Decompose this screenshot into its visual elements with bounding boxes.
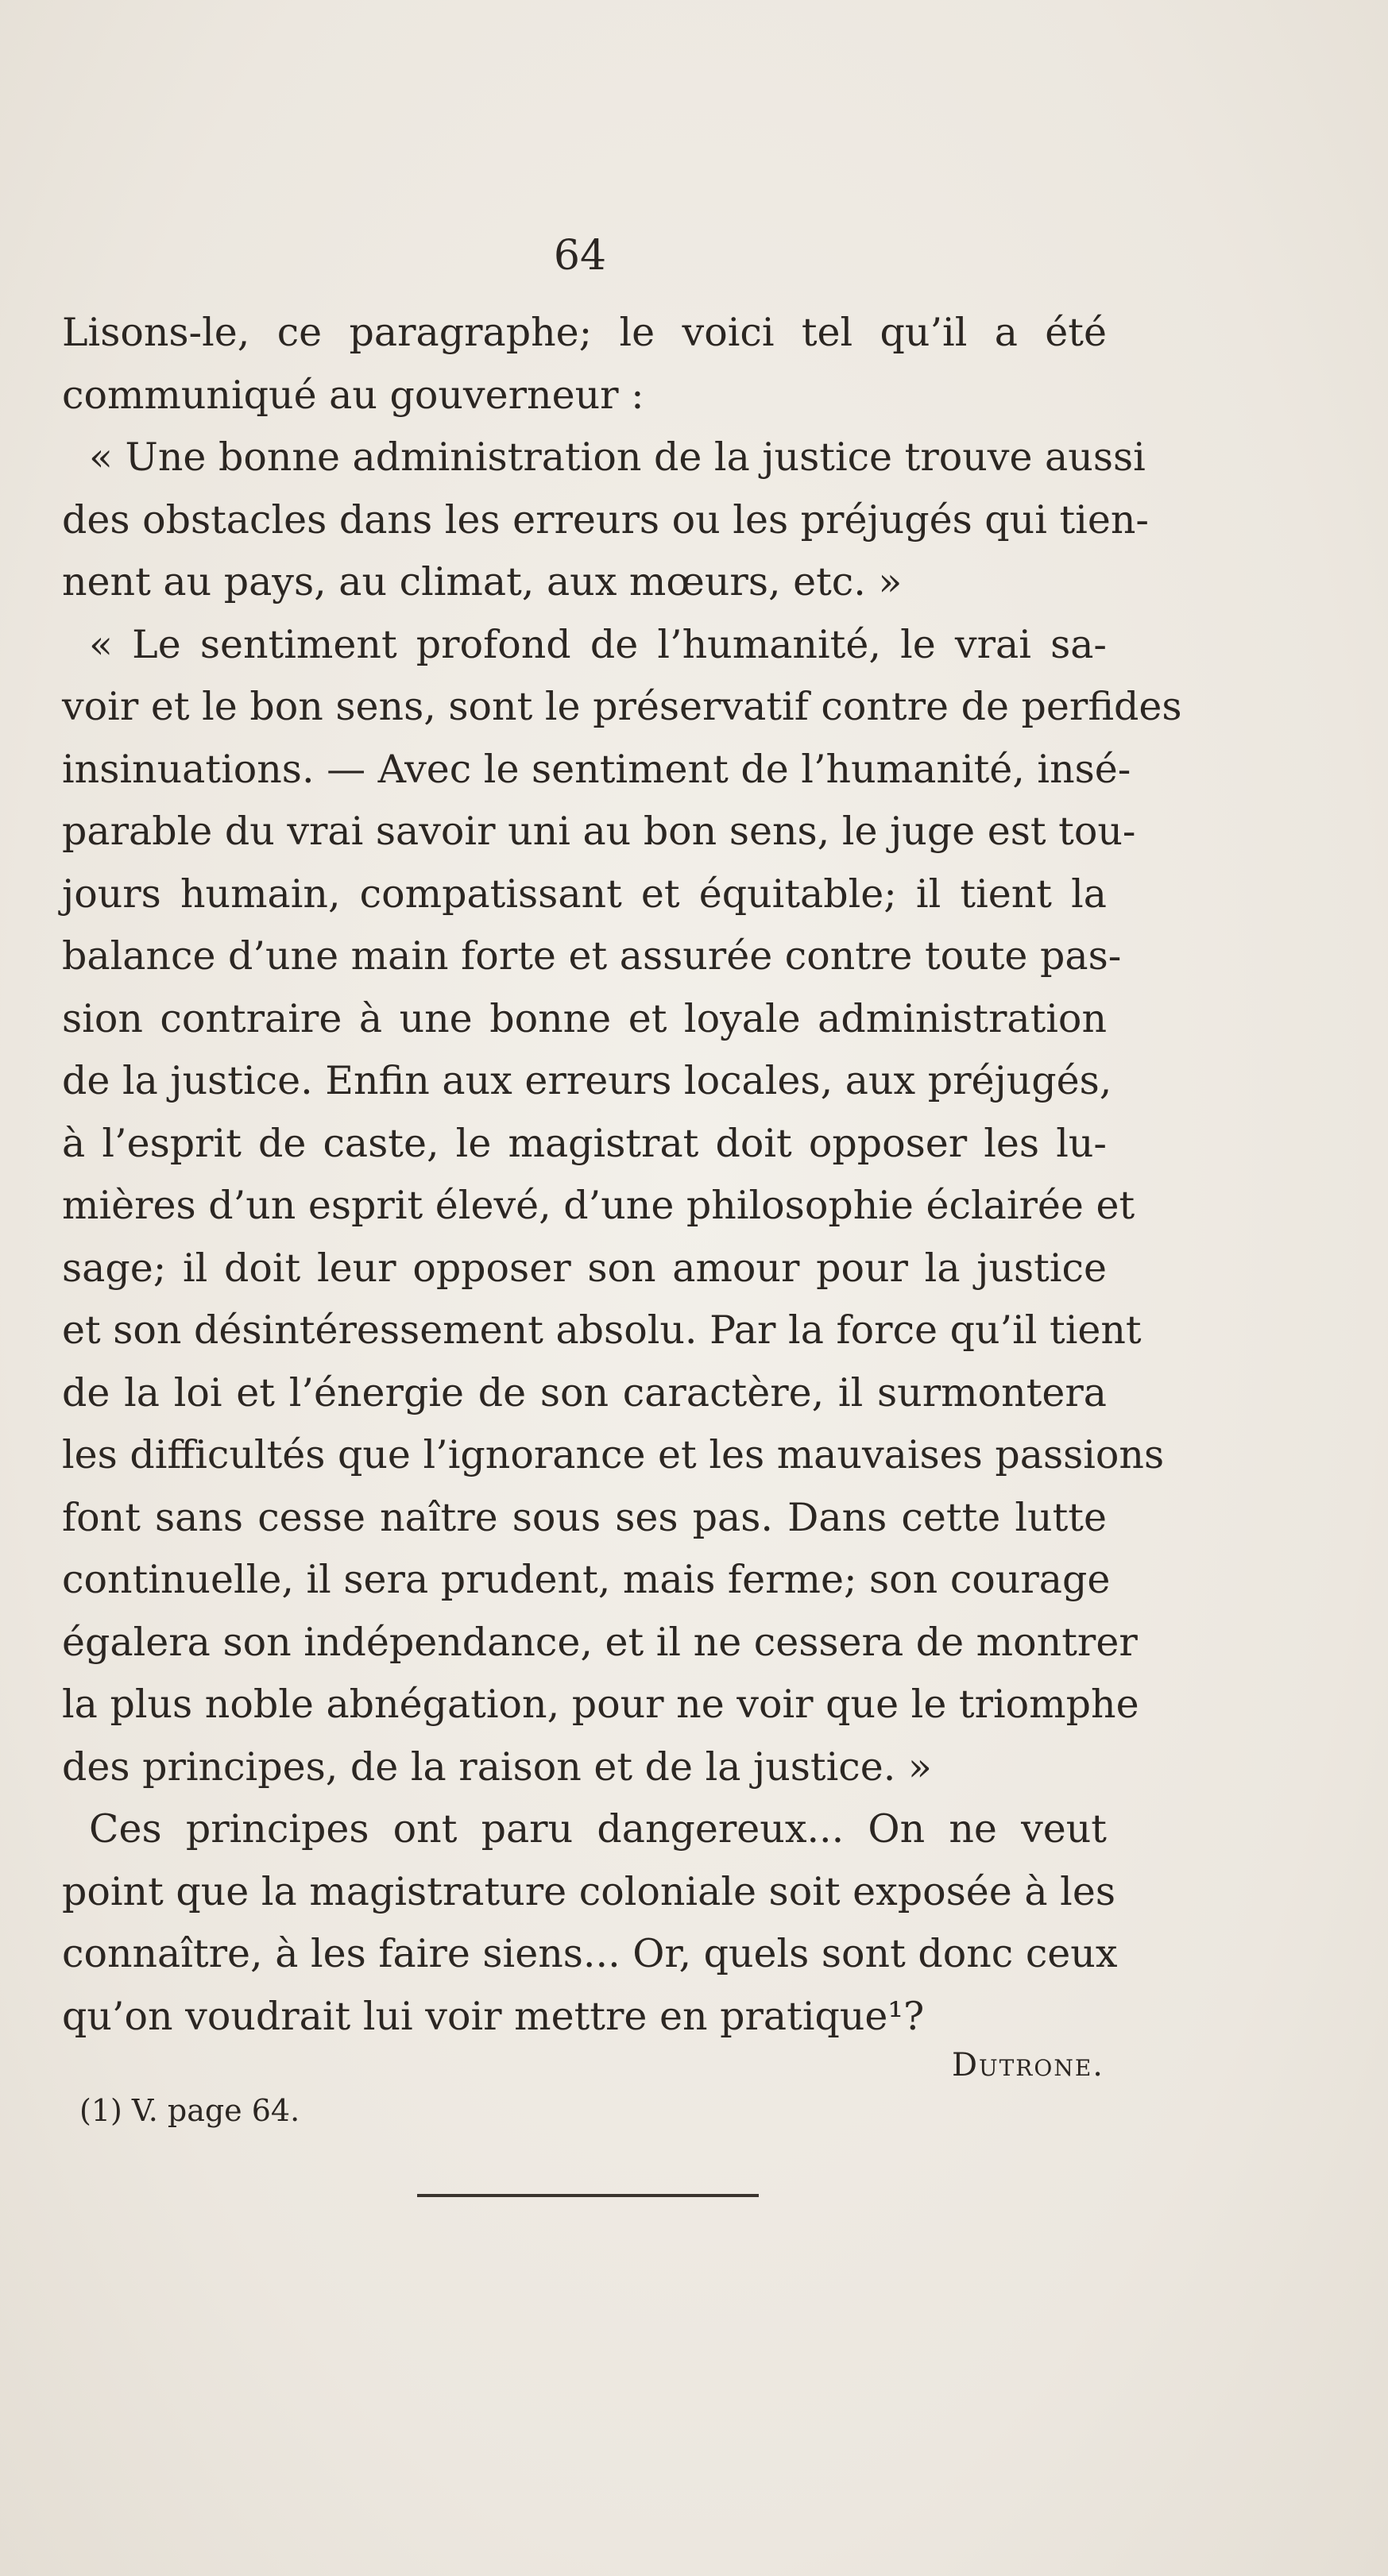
text-line: sage; il doit leur opposer son amour pour la justice [62, 1245, 1107, 1291]
text-line: « Une bonne administration de la justice trouve aussi [89, 434, 1146, 480]
text-line: la plus noble abnégation, pour ne voir que le triomphe [62, 1682, 1139, 1727]
text-line: nent au pays, au climat, aux mœurs, etc. » [62, 559, 903, 604]
text-line: connaître, à les faire siens... Or, quels sont donc ceux [62, 1931, 1118, 1976]
text-line: égalera son indépendance, et il ne cessera de montrer [62, 1619, 1138, 1665]
text-line: les difficultés que l’ignorance et les mauvaises passions [62, 1432, 1165, 1477]
text-line: de la loi et l’énergie de son caractère, il surmontera [62, 1369, 1107, 1415]
text-line: jours humain, compatissant et équitable; il tient la [62, 871, 1107, 917]
author-signature: Dutrone. [951, 2047, 1104, 2084]
text-line: des obstacles dans les erreurs ou les préjugés qui tien- [62, 496, 1149, 543]
text-line: Lisons-le, ce paragraphe; le voici tel qu’il a été [62, 310, 1107, 355]
text-line: communiqué au gouverneur : [62, 372, 644, 418]
text-line: « Le sentiment profond de l’humanité, le vrai sa- [89, 621, 1107, 667]
text-line: mières d’un esprit élevé, d’une philosophie éclairée et [62, 1183, 1135, 1228]
text-line: qu’on voudrait lui voir mettre en pratique¹? [62, 1993, 925, 2039]
text-line: sion contraire à une bonne et loyale administration [62, 995, 1107, 1041]
page-number: 64 [553, 232, 607, 280]
text-line: Ces principes ont paru dangereux... On ne veut [89, 1806, 1107, 1852]
text-line: insinuations. — Avec le sentiment de l’humanité, insé- [62, 746, 1131, 792]
text-line: de la justice. Enfin aux erreurs locales, aux préjugés, [62, 1058, 1112, 1103]
text-line: point que la magistrature coloniale soit exposée à les [62, 1868, 1115, 1914]
horizontal-rule [417, 2194, 759, 2197]
text-line: et son désintéressement absolu. Par la force qu’il tient [62, 1307, 1142, 1353]
text-line: voir et le bon sens, sont le préservatif contre de perfides [62, 684, 1182, 729]
text-line: continuelle, il sera prudent, mais ferme; son courage [62, 1557, 1111, 1602]
footnote: (1) V. page 64. [79, 2093, 300, 2128]
text-line: des principes, de la raison et de la justice. » [62, 1744, 932, 1790]
text-line: balance d’une main forte et assurée contre toute pas- [62, 933, 1122, 979]
text-line: font sans cesse naître sous ses pas. Dans cette lutte [62, 1494, 1107, 1540]
text-line: à l’esprit de caste, le magistrat doit opposer les lu- [62, 1120, 1107, 1166]
text-line: parable du vrai savoir uni au bon sens, le juge est tou- [62, 809, 1136, 854]
body-text [62, 302, 1182, 2048]
